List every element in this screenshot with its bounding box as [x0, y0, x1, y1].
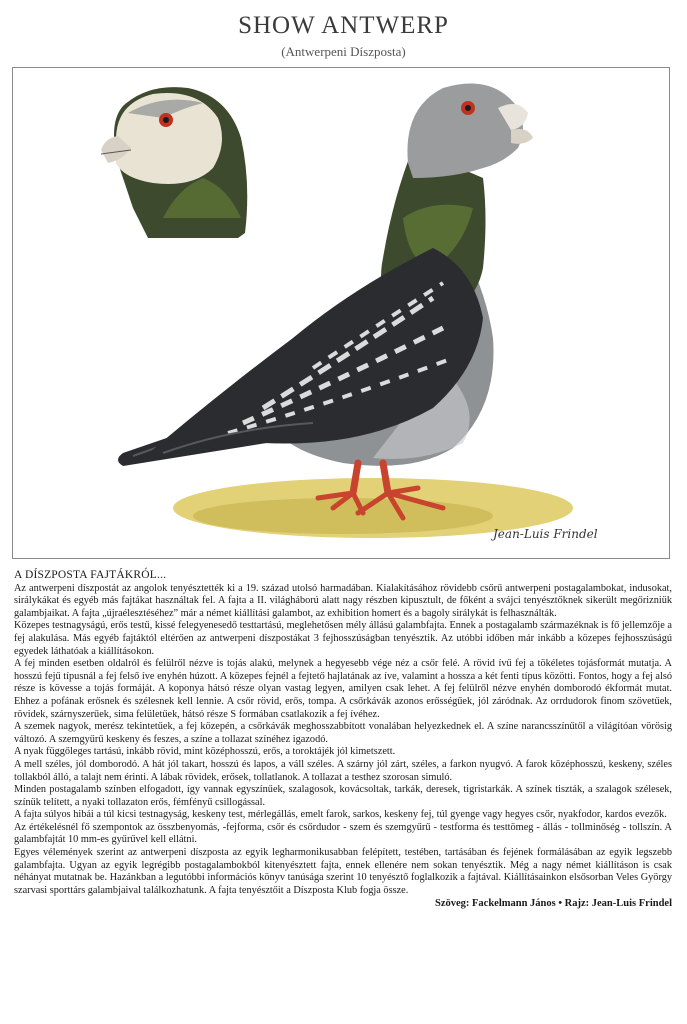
- article-paragraph: A fajta súlyos hibái a túl kicsi testnagyság, keskeny test, mérlegállás, emelt farok, sarkos, keskeny fej, túl gyenge vagy hegyes csőr, nyakfodor, kardos evezők.: [14, 809, 667, 821]
- article-paragraph: Minden postagalamb színben elfogadott, így vannak egyszínűek, szalagosok, kovácsoltak, tarkák, deresek, tigristarkák. A színek tiszták, a szalagok szélesek, színük telített, a nyaki tollazaton erős, fémfényű csillogással.: [14, 784, 672, 808]
- article-paragraph: Közepes testnagyságú, erős testű, kissé felegyenesedő testtartású, meglehetősen mély állású galambfajta. Ennek a postagalamb származéknak is fő jellemzője a fej alakulása. Más egyéb fajtáktól eltérően az antwerpeni díszpostákat 3 fejhosszúságban tenyésztik. Az utóbbi időben már inkább a közepes fejhosszúságú egyedek láthatóak a kiállításokon.: [14, 620, 672, 657]
- article-paragraph: A nyak függőleges tartású, inkább rövid, mint középhosszú, erős, a toroktájék jól kimetszett.: [14, 746, 396, 758]
- page-subtitle: (Antwerpeni Díszposta): [281, 44, 406, 59]
- pigeon-drawing: [13, 68, 669, 558]
- article-paragraph: A szemek nagyok, merész tekintetűek, a fej közepén, a csőrkávák meghosszabbított vonalában helyezkednek el. A színe narancsszínűtől a világítóan vörösig változó. A szemgyűrű keskeny és feszes, a színe a tollazat színéhez igazodó.: [14, 721, 672, 745]
- article-heading: A DÍSZPOSTA FAJTÁKRÓL...: [14, 569, 167, 581]
- pigeon-head: [407, 84, 523, 179]
- pigeon-illustration: [12, 67, 670, 559]
- article-paragraph: A mell széles, jól domborodó. A hát jól takart, hosszú és lapos, a váll széles. A szárny jól zárt, széles, a farkon nyugvó. A farok középhosszú, keskeny, széles tollakból álló, a talajt nem érinti. A lábak rövidek, erősek, tollatlanok. A tollazat a testhez szorosan simuló.: [14, 758, 672, 783]
- page-title: SHOW ANTWERP: [238, 12, 449, 39]
- article-paragraph: A fej minden esetben oldalról és felülről nézve is tojás alakú, melynek a hegyesebb vége néz a csőr felé. A rövid ívű fej a tökéletes tojásformát mutatja. A hosszú fejű típusnál a fej felső íve enyhén húzott. A közepes fejnél a fejtető hajlatának az íve, valamint a hossza a két fenti típus közötti. Fontos, hogy a fej alsó része is kövesse a tojás formáját. A koponya hátsó része olyan vastag legyen, amilyen csak lehet. A fej felülről nézve enyhén domborodó ékformát mutat. Ehhez a pofának erősnek és szélesnek kell lennie. A csőr rövid, erős, tompa. A csőrkávák azonos erősségűek, jól záródnak. Az orrdudorok finom szövetűek, rövidek, szárnyszerűek, sima felületűek, hátsó része S formában csatlakozik a fej ívéhez.: [14, 658, 672, 720]
- artist-signature: Jean-Luis Frindel: [493, 527, 598, 541]
- article-credits: Szöveg: Fackelmann János • Rajz: Jean-Luis Frindel: [434, 898, 672, 910]
- article-paragraph: Egyes vélemények szerint az antwerpeni díszposta az egyik legharmonikusabban felépített, testében, tartásában és fejének formálásában az egyik legszebb galambfajta. Ugyan az egyik legrégibb postagalambokból kitenyésztett fajta, ennek ellenére nem sokan tenyésztik. Még a nagy német kiállításon is csak néhányat mutatnak be. Hazánkban a legutóbbi információs könyv tanúsága szerint 10 tenyésztő foglalkozik a fajtával. Kiállításainkon elsősorban Veles György szarvasi sporttárs galambjaival találkozhatunk. A fajta tenyésztőit a Díszposta Klub fogja össze.: [14, 847, 672, 896]
- head-detail-inset: [101, 87, 247, 238]
- article-paragraph: Az értékelésnél fő szempontok az összbenyomás, -fejforma, csőr és csőrdudor - szem és szemgyűrű - testforma és testtömeg - állás - tollminőség - tollszín. A galambfajtát 10 mm-es gyűrűvel kell ellátni.: [14, 821, 672, 846]
- article-paragraph: Az antwerpeni díszpostát az angolok tenyésztették ki a 19. század utolsó harmadában. Kialakításához rövidebb csőrű antwerpeni postagalambokat, indusokat, sirálykákat és egyéb más fajtákat használtak fel. A fajta a II. világháború alatt nagy részben kipusztult, de főként a svájci tenyésztőknek sikerült megőrizniük galambjaikat. A fajta „újraélesztéséhez” már a német kiállítási galambot, az exhibition homert és a bagoly sirálykát is felhasználták.: [14, 582, 672, 619]
- article: [14, 569, 672, 911]
